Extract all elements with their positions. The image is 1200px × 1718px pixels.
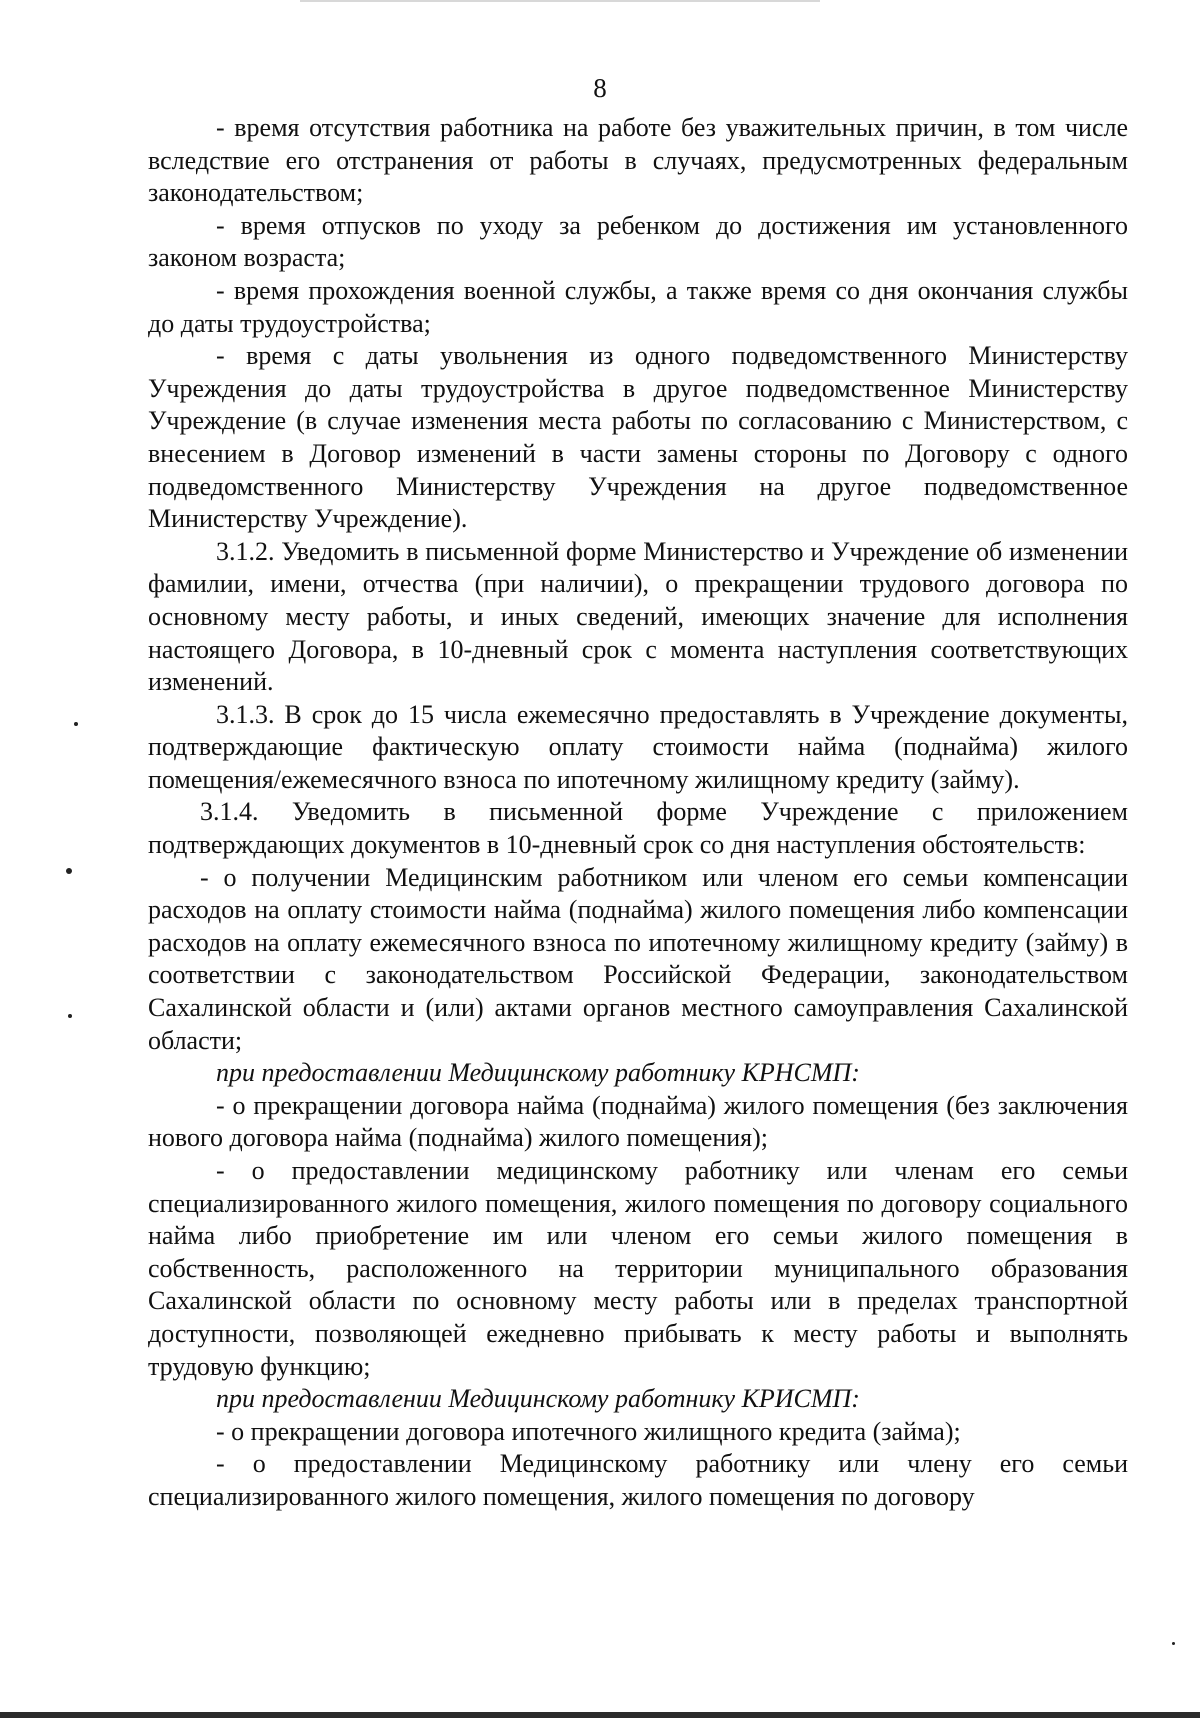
- paragraph-transfer-period: - время с даты увольнения из одного подведомственного Министерству Учреждения до даты трудоустройства в другое подведомственное Министерству Учреждение (в случае изменения места работы по согласованию с Министерством, с внесением в Договор изменений в части замены стороны по Договору с одного подведомственного Министерству Учреждения на другое подведомственное Министерству Учреждение).: [148, 341, 1128, 534]
- heading-krnsmp: при предоставлении Медицинскому работнику КРНСМП:: [216, 1058, 860, 1088]
- paragraph-housing-provision: - о предоставлении медицинскому работнику или членам его семьи специализированного жилого помещения, жилого помещения по договору социального найма либо приобретение им или членом его семьи жилого помещения в собственность, расположенного на территории муниципального образования Сахалинской области по основному месту работы или в пределах транспортной доступности, позволяющей ежедневно прибывать к месту работы и выполнять трудовую функцию;: [148, 1156, 1128, 1381]
- clause-3-1-4: 3.1.4. Уведомить в письменной форме Учреждение с приложением подтверждающих документов в 10-дневный срок со дня наступления обстоятельств:: [148, 797, 1128, 860]
- paragraph-military-service: - время прохождения военной службы, а также время со дня окончания службы до даты трудоустройства;: [148, 275, 1128, 338]
- paragraph-compensation-received: - о получении Медицинским работником или членом его семьи компенсации расходов на оплату стоимости найма (поднайма) жилого помещения либо компенсации расходов на оплату ежемесячного взноса по ипотечному жилищному кредиту (займу) в соответствии с законодательством Российской Федерации, законодательством Сахалинской области и (или) актами органов местного самоуправления Сахалинской области;: [148, 862, 1128, 1055]
- heading-krismp: при предоставлении Медицинскому работнику КРИСМП:: [216, 1384, 860, 1414]
- scan-speck: [1172, 1642, 1175, 1645]
- scan-speck: [74, 722, 78, 726]
- paragraph-lease-termination: - о прекращении договора найма (поднайма) жилого помещения (без заключения нового договора найма (поднайма) жилого помещения);: [148, 1090, 1128, 1153]
- scan-edge-top: [300, 0, 820, 2]
- paragraph-absence-time: - время отсутствия работника на работе без уважительных причин, в том числе вследствие его отстранения от работы в случаях, предусмотренных федеральным законодательством;: [148, 113, 1128, 208]
- paragraph-housing-provision-member: - о предоставлении Медицинскому работнику или члену его семьи специализированного жилого помещения, жилого помещения по договору: [148, 1449, 1128, 1511]
- paragraph-parental-leave: - время отпусков по уходу за ребенком до достижения им установленного законом возраста;: [148, 210, 1128, 273]
- document-body: [148, 112, 1128, 1514]
- page-number: 8: [593, 73, 607, 103]
- scan-speck: [66, 868, 72, 874]
- clause-3-1-3: 3.1.3. В срок до 15 числа ежемесячно предоставлять в Учреждение документы, подтверждающие фактическую оплату стоимости найма (поднайма) жилого помещения/ежемесячного взноса по ипотечному жилищному кредиту (займу).: [148, 699, 1128, 794]
- scan-edge-bottom: [0, 1712, 1200, 1718]
- scan-speck: [68, 1014, 72, 1018]
- clause-3-1-2: 3.1.2. Уведомить в письменной форме Министерство и Учреждение об изменении фамилии, имени, отчества (при наличии), о прекращении трудового договора по основному месту работы, и иных сведений, имеющих значение для исполнения настоящего Договора, в 10-дневный срок с момента наступления соответствующих изменений.: [148, 536, 1128, 697]
- paragraph-mortgage-termination: - о прекращении договора ипотечного жилищного кредита (займа);: [216, 1416, 961, 1446]
